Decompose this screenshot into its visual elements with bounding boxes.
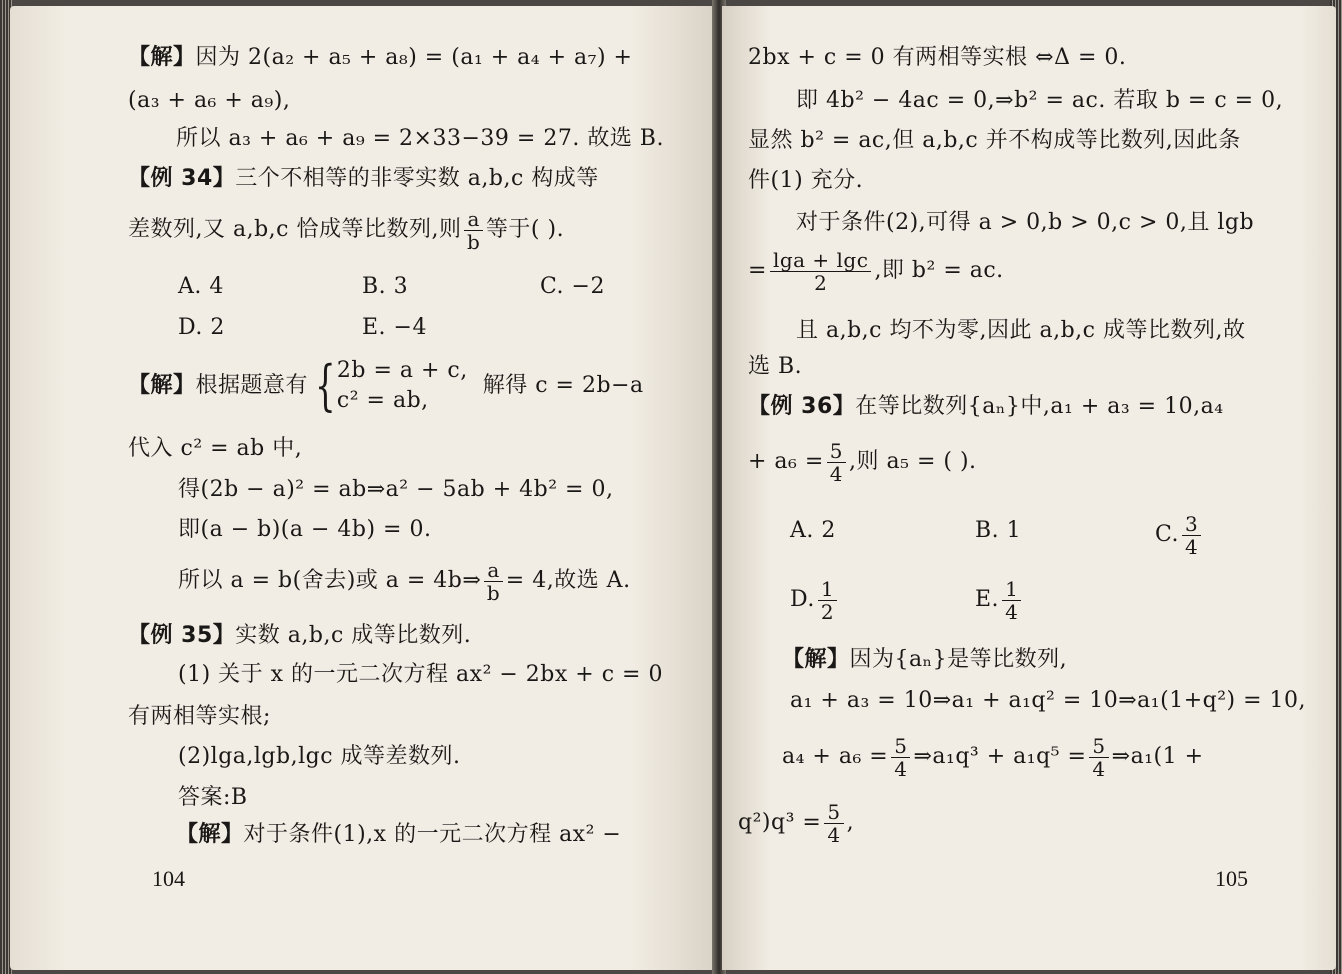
text-line: q²)q³ = $\frac{5}{4}$ ,	[738, 799, 855, 847]
option-e: E. $\frac{1}{4}$	[975, 575, 1024, 625]
text-line: 即(a − b)(a − 4b) = 0.	[178, 517, 432, 542]
option-d: D. 2	[178, 315, 225, 340]
text-line: 有两相等实根;	[128, 704, 271, 729]
text-line: 件(1) 充分.	[748, 168, 864, 193]
fraction: $\frac{3}{4}$	[1182, 513, 1201, 558]
text-line: 所以 a₃ + a₆ + a₉ = 2×33−39 = 27. 故选 B.	[176, 126, 664, 151]
text-line: 【解】因为{aₙ}是等比数列,	[782, 647, 1068, 672]
fraction: $\frac{5}{4}$	[827, 440, 846, 485]
text-line: (a₃ + a₆ + a₉),	[128, 88, 291, 113]
text-line: 【解】对于条件(1),x 的一元二次方程 ax² −	[176, 822, 622, 847]
text-line: 所以 a = b(舍去)或 a = 4b⇒ $\frac{a}{b}$ = 4,故选 A.	[178, 557, 631, 605]
text-line: a₄ + a₆ = $\frac{5}{4}$ ⇒a₁q³ + a₁q⁵ = $\frac{5}{4}$ ⇒a₁(1 +	[782, 733, 1204, 781]
text-line: + a₆ = $\frac{5}{4}$ ,则 a₅ = ( ).	[748, 438, 977, 486]
option-d: D. $\frac{1}{2}$	[790, 575, 840, 625]
option-a: A. 2	[790, 518, 836, 543]
text-line: 【解】因为 2(a₂ + a₅ + a₈) = (a₁ + a₄ + a₇) +	[128, 45, 633, 70]
text-line: (1) 关于 x 的一元二次方程 ax² − 2bx + c = 0	[178, 662, 663, 687]
fraction: $\frac{5}{4}$	[1089, 735, 1108, 780]
fraction: $\frac{\lg a + \lg c}{2}$	[770, 249, 872, 294]
example-35-heading: 【例 35】实数 a,b,c 成等比数列.	[128, 623, 472, 648]
fraction: $\frac{5}{4}$	[824, 801, 843, 846]
fraction: $\frac{1}{4}$	[1002, 578, 1021, 623]
page-number-left: 104	[152, 866, 185, 891]
text-line: 显然 b² = ac,但 a,b,c 并不构成等比数列,因此条	[748, 128, 1241, 153]
text-line: = $\frac{\lg a + \lg c}{2}$ ,即 b² = ac.	[748, 247, 1004, 295]
option-c: C. −2	[540, 274, 605, 299]
text-line: 对于条件(2),可得 a > 0,b > 0,c > 0,且 lgb	[796, 210, 1255, 235]
text-line: 且 a,b,c 均不为零,因此 a,b,c 成等比数列,故	[796, 318, 1246, 343]
text-line: 得(2b − a)² = ab⇒a² − 5ab + 4b² = 0,	[178, 477, 614, 502]
brace-icon: {	[315, 354, 336, 417]
option-b: B. 1	[975, 518, 1022, 543]
answer-line: 答案:B	[178, 785, 248, 810]
option-b: B. 3	[362, 274, 409, 299]
option-a: A. 4	[178, 274, 224, 299]
text-line: 差数列,又 a,b,c 恰成等比数列,则 $\frac{a}{b}$ 等于( ).	[128, 206, 565, 254]
equation-system: 【解】根据题意有 { 2b = a + c, c² = ab, 解得 c = 2b−a	[128, 354, 644, 417]
solution-tag: 【解】	[128, 45, 196, 70]
fraction: $\frac{1}{2}$	[818, 578, 837, 623]
example-36-heading: 【例 36】在等比数列{aₙ}中,a₁ + a₃ = 10,a₄	[748, 394, 1224, 419]
example-34-heading: 【例 34】三个不相等的非零实数 a,b,c 构成等	[128, 166, 599, 191]
text-line: (2)lga,lgb,lgc 成等差数列.	[178, 744, 461, 769]
option-e: E. −4	[362, 315, 427, 340]
option-c: C. $\frac{3}{4}$	[1155, 510, 1204, 560]
text-line: a₁ + a₃ = 10⇒a₁ + a₁q² = 10⇒a₁(1+q²) = 10,	[790, 688, 1307, 713]
text-line: 选 B.	[748, 354, 803, 379]
text-line: 代入 c² = ab 中,	[128, 436, 303, 461]
text-line: 2bx + c = 0 有两相等实根 ⇔Δ = 0.	[748, 45, 1127, 70]
page-number-right: 105	[1215, 866, 1248, 891]
fraction: $\frac{a}{b}$	[464, 208, 482, 253]
fraction: $\frac{5}{4}$	[891, 735, 910, 780]
fraction: $\frac{a}{b}$	[484, 559, 502, 604]
text-line: 即 4b² − 4ac = 0,⇒b² = ac. 若取 b = c = 0,	[796, 88, 1284, 113]
